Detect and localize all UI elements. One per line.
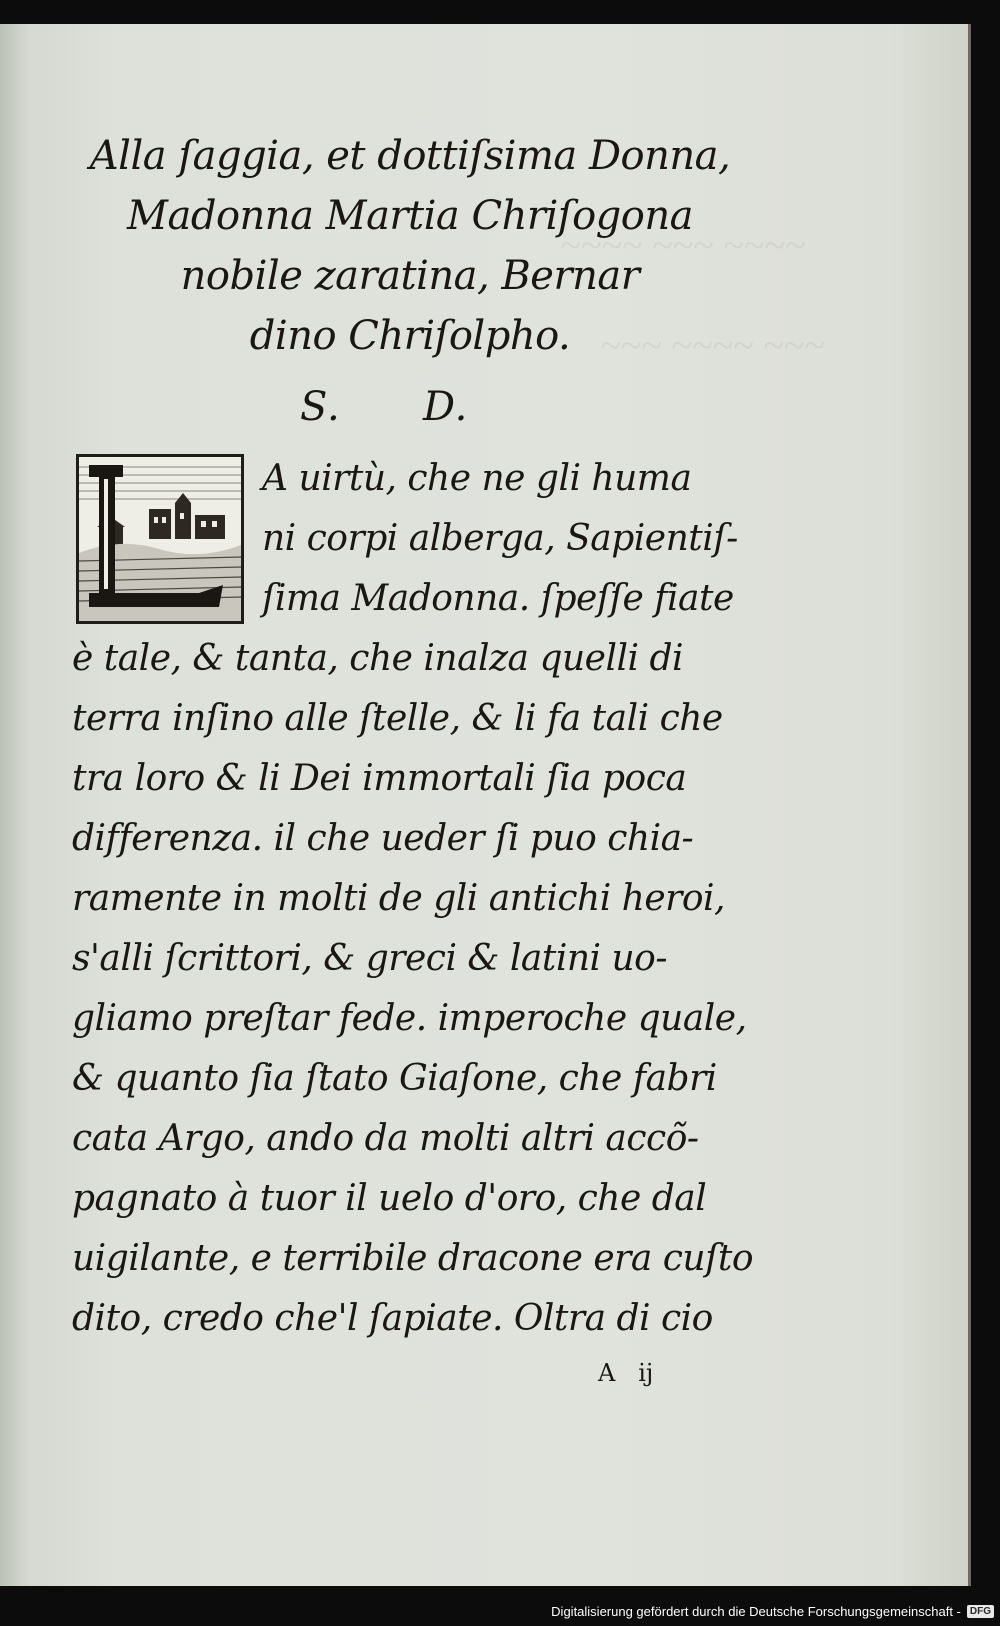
text-line: pagnato à tuor il uelo d'oro, che dal (72, 1178, 707, 1219)
text-line: ni corpi alberga, Sapientiſ- (262, 518, 738, 559)
text-line: è tale, & tanta, che inalza quelli di (72, 638, 684, 679)
text-line: gliamo preſtar fede. imperoche quale, (72, 998, 747, 1039)
heading-line: Alla ſaggia, et dottiſsima Donna, (89, 133, 731, 179)
text-line: ſima Madonna. ſpeſſe fiate (262, 578, 734, 619)
dedication-heading (50, 126, 770, 366)
text-line: tra loro & li Dei immortali ſia poca (72, 758, 687, 799)
show-through: ~~~~ ~~~ ~~~~ (560, 225, 806, 267)
dfg-logo: DFG (967, 1605, 994, 1618)
heading-line: Madonna Martia Chriſogona (127, 193, 693, 239)
text-line: ramente in molti de gli antichi heroi, (72, 878, 725, 919)
text-line: terra inſino alle ſtelle, & li fa tali che (72, 698, 723, 739)
show-through: ~~~ ~~~~ ~~~ (600, 325, 825, 367)
heading-line: dino Chriſolpho. (249, 313, 571, 359)
salutation: S. D. (300, 384, 469, 430)
credit-text: Digitalisierung gefördert durch die Deutsche Forschungsgemeinschaft - (551, 1603, 961, 1619)
digitization-credit (551, 1600, 994, 1622)
text-line: dito, credo che'l ſapiate. Oltra di cio (72, 1298, 713, 1339)
text-line: s'alli ſcrittori, & greci & latini uo- (72, 938, 668, 979)
text-line: differenza. il che ueder ſi puo chia- (72, 818, 694, 859)
woodcut-landscape-illustration (79, 457, 241, 621)
text-line: & quanto ſia ſtato Giaſone, che fabri (72, 1058, 717, 1099)
text-line: A uirtù, che ne gli huma (262, 458, 692, 499)
text-line: uigilante, e terribile dracone era cuſto (72, 1238, 754, 1279)
heading-line: nobile zaratina, Bernar (180, 253, 640, 299)
decorated-initial-letter (76, 454, 244, 624)
signature-mark: A ij (598, 1359, 654, 1387)
text-line: cata Argo, ando da molti altri accõ- (72, 1118, 699, 1159)
book-page (0, 24, 971, 1586)
